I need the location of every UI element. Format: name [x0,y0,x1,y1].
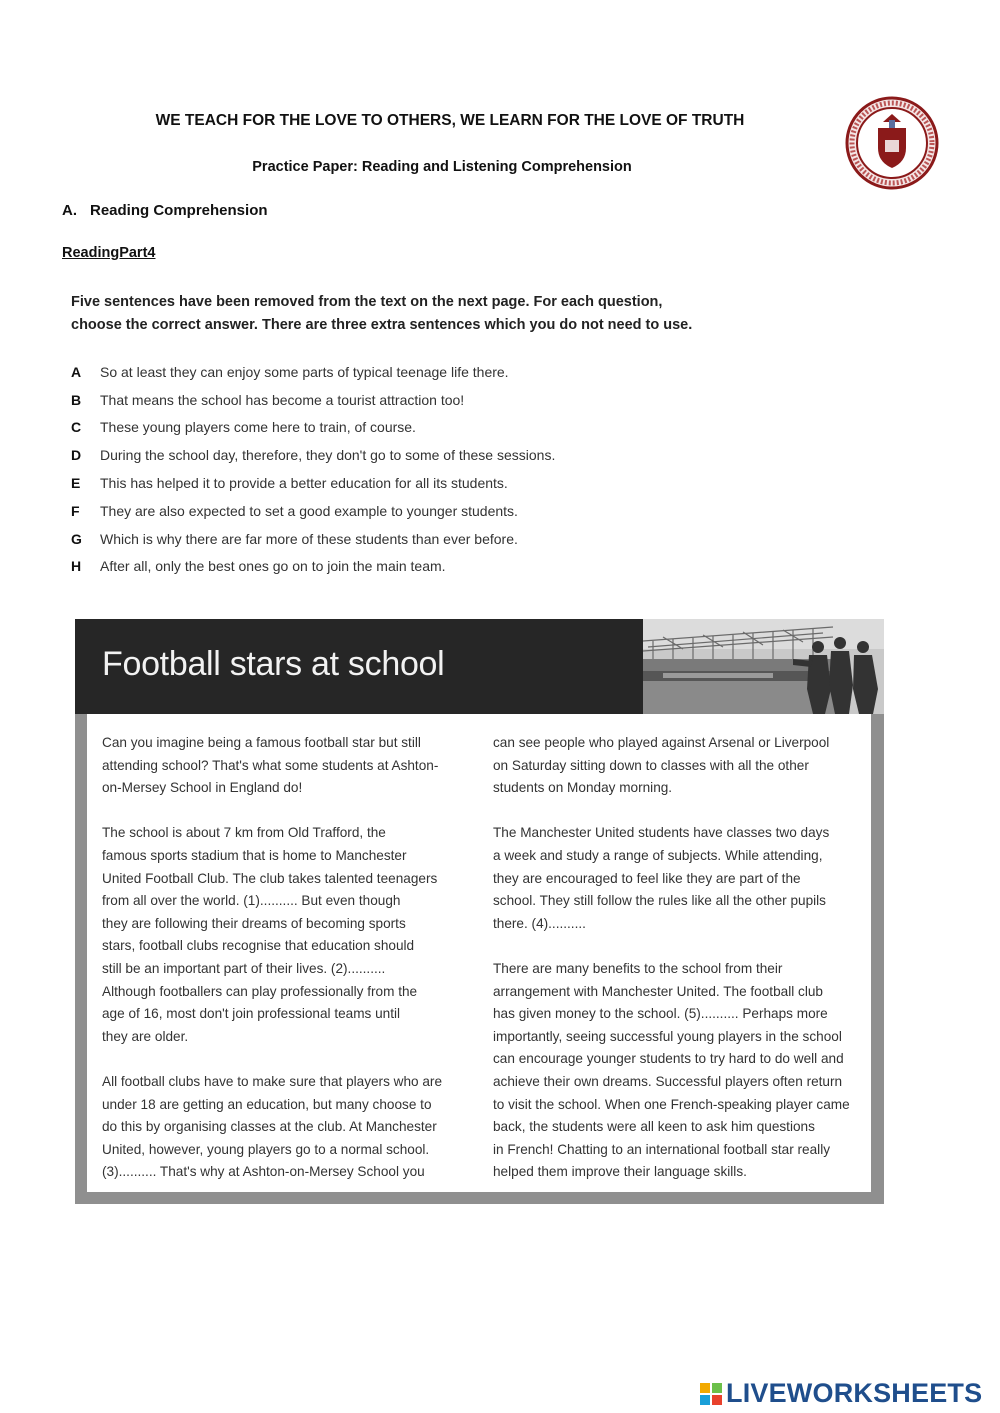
option-text: During the school day, therefore, they don't go to some of these sessions. [100,447,556,464]
text-line: attending school? That's what some students at Ashton- [102,757,439,773]
instructions [71,291,791,337]
section-heading [62,202,268,219]
paper-subtitle: Practice Paper: Reading and Listening Comprehension [252,159,632,175]
option-g [71,525,771,553]
option-c [71,414,771,442]
text-line: There are many benefits to the school from their [493,960,783,976]
text-line: United, however, young players go to a normal school. [102,1141,430,1157]
article-column-left [102,732,472,1206]
text-line: on Saturday sitting down to classes with all the other [493,757,809,773]
logo-square [700,1383,710,1393]
liveworksheets-wordmark: LIVEWORKSHEETS [726,1378,983,1408]
article-panel [75,619,884,1204]
text-line: importantly, seeing successful young players in the school [493,1028,842,1044]
article-column-right [493,732,863,1206]
option-e [71,469,771,497]
text-line: arrangement with Manchester United. The football club [493,983,823,999]
text-line: a week and study a range of subjects. While attending, [493,847,823,863]
liveworksheets-grid-icon [700,1383,722,1405]
article-paragraph [493,732,863,800]
option-text: This has helped it to provide a better education for all its students. [100,475,508,492]
text-line: to visit the school. When one French-speaking player came [493,1096,850,1112]
text-line: (3).......... That's why at Ashton-on-Mersey School you [102,1164,425,1180]
text-line: they are encouraged to feel like they are part of the [493,870,801,886]
option-letter: A [71,363,82,380]
text-line: can see people who played against Arsenal or Liverpool [493,735,830,750]
text-line: from all over the world. (1).......... But even though [102,893,401,909]
text-line: achieve their own dreams. Successful players often return [493,1073,843,1089]
logo-square [712,1395,722,1405]
article-paragraph [493,822,863,935]
option-h [71,553,771,581]
option-text: After all, only the best ones go on to join the main team. [100,558,446,575]
article-paragraph [102,1071,472,1184]
school-motto: WE TEACH FOR THE LOVE TO OTHERS, WE LEARN FOR THE LOVE OF TRUTH [155,112,745,129]
text-line: Although footballers can play professionally from the [102,983,418,999]
option-letter: C [71,419,82,436]
text-line: school. They still follow the rules like all the other pupils [493,893,826,909]
text-line: age of 16, most don't join professional teams until [102,1006,401,1022]
option-text: Which is why there are far more of these students than ever before. [100,530,518,547]
instructions-line: choose the correct answer. There are three extra sentences which you do not need to use. [71,317,693,333]
option-b [71,386,771,414]
logo-square [712,1383,722,1393]
school-crest-icon [845,96,939,190]
option-d [71,441,771,469]
text-line: The Manchester United students have classes two days [493,825,830,841]
text-line: Can you imagine being a famous football star but still [102,735,421,750]
option-text: So at least they can enjoy some parts of typical teenage life there. [100,363,509,380]
text-line: students on Monday morning. [493,780,673,796]
text-line: in French! Chatting to an international football star really [493,1141,831,1157]
article-paragraph [102,732,472,800]
option-letter: D [71,447,82,464]
text-line: do this by organising classes at the club. At Manchester [102,1119,437,1135]
option-text: That means the school has become a tourist attraction too! [100,391,465,408]
article-body [87,714,871,1192]
text-line: can encourage younger students to try hard to do well and [493,1051,844,1067]
option-letter: H [71,558,82,575]
text-line: on-Mersey School in England do! [102,780,303,796]
text-line: All football clubs have to make sure that players who are [102,1073,443,1089]
instructions-line: Five sentences have been removed from the text on the next page. For each question, [71,294,663,310]
option-text: They are also expected to set a good example to younger students. [100,502,518,519]
option-letter: B [71,391,82,408]
text-line: under 18 are getting an education, but many choose to [102,1096,432,1112]
section-title: Reading Comprehension [90,202,268,219]
option-letter: F [71,502,80,519]
liveworksheets-logo[interactable] [700,1378,982,1409]
article-header [75,619,643,714]
article-title: Football stars at school [102,645,445,683]
sentence-options-list [71,358,771,580]
option-letter: G [71,530,82,547]
text-line: stars, football clubs recognise that education should [102,938,415,954]
text-line: has given money to the school. (5).......... Perhaps more [493,1006,828,1022]
stadium-statue-photo [643,619,884,714]
option-letter: E [71,475,81,492]
text-line: famous sports stadium that is home to Manchester [102,847,407,863]
option-text: These young players come here to train, of course. [100,419,416,436]
reading-part-link[interactable]: ReadingPart4 [62,245,156,261]
article-paragraph [493,958,863,1184]
text-line: still be an important part of their lives. (2).......... [102,960,386,976]
text-line: helped them improve their language skills. [493,1164,747,1180]
text-line: United Football Club. The club takes talented teenagers [102,870,438,886]
text-line: there. (4).......... [493,915,586,931]
text-line: they are following their dreams of becoming sports [102,915,406,931]
text-line: back, the students were all keen to ask him questions [493,1119,815,1135]
article-paragraph [102,822,472,1048]
option-f [71,497,771,525]
text-line: The school is about 7 km from Old Trafford, the [102,825,386,841]
logo-square [700,1395,710,1405]
text-line: they are older. [102,1028,189,1044]
section-letter: A. [62,202,77,219]
option-a [71,358,771,386]
